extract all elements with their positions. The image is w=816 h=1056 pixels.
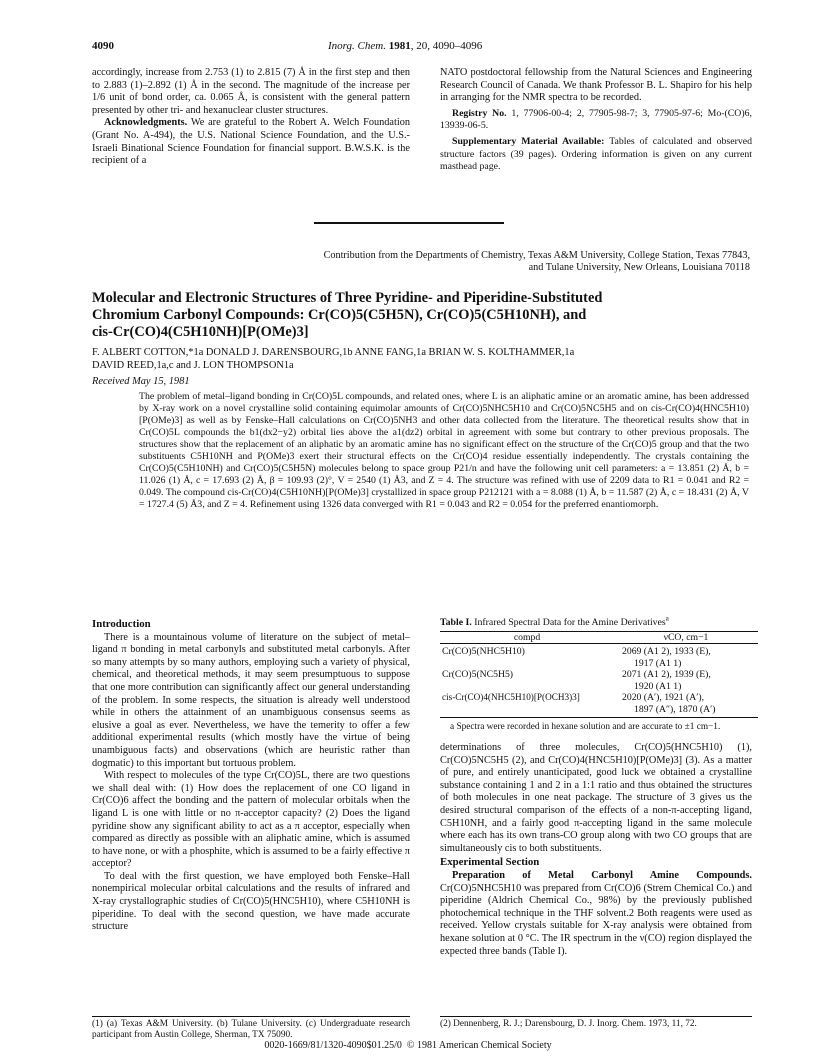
prev-article-right-continuation: NATO postdoctoral fellowship from the Natural Sciences and Engineering Research Council of Canada. We thank Professor B. L. Shapiro for his help in arranging for the NMR spectra to be recorded. <box>440 67 752 104</box>
copyright-line: 0020-1669/81/1320-4090$01.25/0 © 1981 American Chemical Society <box>264 1040 552 1051</box>
table-row <box>440 646 758 669</box>
registry-paragraph <box>440 108 752 133</box>
intro-paragraph-2: With respect to molecules of the type Cr(CO)5L, there are two questions we shall deal with: (1) How does the replacement of one CO ligand in Cr(CO)6 affect the bonding and the pattern of molecular orbitals when the ligand L is one with little or no π-acceptor capacity? (2) Does the ligand pyridine show any significant ability to act as a π acceptor, especially when compared as directly as possible with an aliphatic amine, which is assumed to have none, or with a phosphite, which is assumed to be a fairly effective π acceptor? <box>92 770 410 870</box>
footnote-2: (2) Dennenberg, R. J.; Darensbourg, D. J. Inorg. Chem. 1973, 11, 72. <box>440 1019 697 1029</box>
introduction-heading: Introduction <box>92 618 151 630</box>
registry-label: Registry No. <box>452 107 507 119</box>
table-cell-vco-line-2: 1917 (A1 1) <box>634 657 682 669</box>
received-date: Received May 15, 1981 <box>92 376 190 387</box>
article-title <box>92 290 732 341</box>
footnote-1: (1) (a) Texas A&M University. (b) Tulane University. (c) Undergraduate research participant from Austin College, Sherman, TX 75090. <box>92 1019 410 1040</box>
table-footnote: a Spectra were recorded in hexane solution and are accurate to ±1 cm−1. <box>450 721 721 732</box>
table-cell-vco <box>620 692 758 715</box>
table-caption-mark: a <box>665 615 669 623</box>
table-caption-label: Table I. <box>440 617 472 628</box>
right-body-column <box>440 742 752 958</box>
table-cell-compd: cis-Cr(CO)4(NHC5H10)[P(OCH3)3] <box>442 692 580 703</box>
footnote-rule-right <box>440 1016 752 1017</box>
abstract <box>139 391 749 511</box>
table-1 <box>440 617 758 733</box>
ir-table <box>440 632 758 644</box>
table-cell-vco-line-1: 2071 (A1 2), 1939 (E), <box>622 669 711 681</box>
preparation-label: Preparation of Metal Carbonyl Amine Compounds. <box>452 869 752 881</box>
table-header-compd: compd <box>513 631 541 643</box>
intro-paragraph-1: There is a mountainous volume of literature on the subject of metal–ligand π bonding in metal carbonyls and substituted metal carbonyls. After so many attempts by so many authors, employing such a variety of physical, chemical, and theoretical methods, it may seem presumptuous to suppose that one more contribution can significantly affect our general understanding of the problem. In some respects, the situation is already well understood while in others the attainment of an unambiguous consensus seems as elusive a goal as ever. Nevertheless, we have the temerity to offer a few additional experimental results (which mostly have the virtue of being unambiguous facts) and observations (which are heuristic rather than dogmatic) to this important but tortuous problem. <box>92 631 410 769</box>
table-header-rule <box>440 643 758 644</box>
running-header <box>328 40 482 52</box>
acknowledgments-label: Acknowledgments. <box>104 117 188 129</box>
table-cell-compd: Cr(CO)5(NHC5H10) <box>442 646 525 658</box>
preparation-text: Cr(CO)5NHC5H10 was prepared from Cr(CO)6 (Strem Chemical Co.) and piperidine (Aldrich Chemical Co., 98%) by the previously published photochemical technique in the THF solvent.2 Both reagents were used as received. Yellow crystals suitable for X-ray analysis were obtained from hexane solution at 0 °C. The IR spectrum in the ν(CO) region displayed the expected three bands (Table I). <box>440 882 752 957</box>
journal-name: Inorg. Chem. <box>328 40 386 52</box>
journal-citation: , 20, 4090–4096 <box>410 40 483 52</box>
table-header-vco: νCO, cm−1 <box>663 631 709 643</box>
table-cell-vco-line-1: 2069 (A1 2), 1933 (E), <box>622 646 711 658</box>
title-line-3: cis-Cr(CO)4(C5H10NH)[P(OMe)3] <box>92 324 309 340</box>
table-bottom-rule <box>440 717 758 718</box>
table-cell-vco <box>620 646 758 669</box>
ir-table-body <box>440 646 758 715</box>
contribution-affiliation <box>230 250 750 274</box>
supplementary-paragraph <box>440 136 752 174</box>
supplementary-label: Supplementary Material Available: <box>452 135 605 147</box>
prev-article-left-column <box>92 67 410 168</box>
table-caption <box>440 617 758 628</box>
table-cell-vco <box>620 669 758 692</box>
authors-line-1: F. ALBERT COTTON,*1a DONALD J. DARENSBOURG,1b ANNE FANG,1a BRIAN W. S. KOLTHAMMER,1a <box>92 347 575 358</box>
table-top-rule <box>440 631 758 632</box>
page-number: 4090 <box>92 40 114 52</box>
table-caption-text: Infrared Spectral Data for the Amine Derivatives <box>474 617 666 628</box>
table-cell-vco-line-1: 2020 (A′), 1921 (A′), <box>622 692 704 704</box>
table-cell-vco-line-2: 1897 (A″), 1870 (A′) <box>634 703 716 715</box>
title-line-1: Molecular and Electronic Structures of Three Pyridine- and Piperidine-Substituted <box>92 290 603 306</box>
table-row <box>440 692 758 715</box>
registry-text: 1, 77906-00-4; 2, 77905-98-7; 3, 77905-97-6; Mo-(CO)6, 13939-06-5. <box>440 107 752 132</box>
table-row <box>440 669 758 692</box>
right-paragraph-1: determinations of three molecules, Cr(CO)5(HNC5H10) (1), Cr(CO)5NC5H5 (2), and Cr(CO)4(HNC5H10)[P(OMe)3] (3). As a matter of pure, and entirely unanticipated, good luck we obtained a crystalline substance containing 1 and 2 in a 1:1 ratio and thus obtained the structures of both molecules in one neat package. The structure of 3 gives us the desired structural comparison of the effects of a non-π-accepting ligand, C5H10NH, and a fairly good π-accepting ligand in the same molecule where each has its own trans-CO group along with two CO groups that are simultaneously cis to both substituents. <box>440 742 752 854</box>
acknowledgments-text: We are grateful to the Robert A. Welch Foundation (Grant No. A-494), the U.S. National Science Foundation, and the U.S.-Israeli Binational Science Foundation for financial support. B.W.S.K. is the recipient of a <box>92 117 410 167</box>
author-list <box>92 346 732 372</box>
table-cell-compd: Cr(CO)5(NC5H5) <box>442 669 514 681</box>
article-separator-rule <box>314 222 504 224</box>
supplementary-text: Tables of calculated and observed structure factors (39 pages). Ordering information is given on any current masthead page. <box>440 135 753 173</box>
prev-article-right-column <box>440 67 752 174</box>
contribution-line-1: Contribution from the Departments of Chemistry, Texas A&M University, College Station, Texas 77843, <box>323 250 750 261</box>
acknowledgments-paragraph <box>92 117 410 167</box>
experimental-heading: Experimental Section <box>440 856 540 869</box>
intro-paragraph-3: To deal with the first question, we have employed both Fenske–Hall nonempirical molecular orbital calculations and the results of infrared and X-ray crystallographic studies of Cr(CO)5(HNC5H10), where C5H10NH is piperidine. To deal with the second question, we have made accurate structure <box>92 870 410 933</box>
prev-article-continuation: accordingly, increase from 2.753 (1) to 2.815 (7) Å in the first step and then to 2.883 (1)–2.892 (1) Å in the second. The magnitude of the increase per 1/6 unit of bond order, ca. 0.065 Å, is consistent with the general pattern presented by other tri- and hexanuclear cluster structures. <box>92 67 410 116</box>
journal-year: 1981 <box>388 40 411 52</box>
authors-line-2: DAVID REED,1a,c and J. LON THOMPSON1a <box>92 360 294 371</box>
contribution-line-2: and Tulane University, New Orleans, Louisiana 70118 <box>528 262 750 273</box>
footnote-rule-left <box>92 1016 410 1017</box>
table-header-row <box>440 632 758 644</box>
table-cell-vco-line-2: 1920 (A1 1) <box>634 680 682 692</box>
introduction-column <box>92 618 410 934</box>
preparation-paragraph <box>440 870 752 958</box>
abstract-text: The problem of metal–ligand bonding in Cr(CO)5L compounds, and related ones, where L is an aliphatic amine or an aromatic amine, has been addressed by X-ray work on a novel crystalline solid containing equimolar amounts of Cr(CO)5NHC5H10 and Cr(CO)5NC5H5 and on cis-Cr(CO)4(HNC5H10)[P(OMe)3] as well as by Fenske–Hall calculations on Cr(CO)5NH3 and other data collected from the literature. The theoretical results show that in Cr(CO)5L compounds the b1(dx2−y2) orbital lies above the a1(dz2) orbital in agreement with some but contrary to other previous proposals. The structures show that the replacement of an aliphatic by an aromatic amine has no significant effect on the structure of the Cr(CO)5 group and that the two substituents C5H10NH and P(OMe)3 exert their structural effects on the Cr(CO)4 residue essentially independently. The crystals containing the Cr(CO)5(C5H10NH) and Cr(CO)5(C5H5N) molecules belong to space group P21/n and have the following unit cell parameters: a = 13.851 (2) Å, b = 11.026 (1) Å, c = 17.693 (2) Å, β = 109.93 (2)°, V = 2540 (1) Å3, and Z = 4. The structure was refined with use of 2209 data to R1 = 0.041 and R2 = 0.049. The compound cis-Cr(CO)4(C5H10NH)[P(OMe)3] crystallized in space group P212121 with a = 8.088 (1) Å, b = 11.587 (2) Å, c = 18.431 (2) Å, V = 1727.4 (5) Å3, and Z = 4. Refinement using 1326 data converged with R1 = 0.043 and R2 = 0.054 for the preferred enantiomorph. <box>139 391 749 510</box>
title-line-2: Chromium Carbonyl Compounds: Cr(CO)5(C5H5N), Cr(CO)5(C5H10NH), and <box>92 307 587 323</box>
